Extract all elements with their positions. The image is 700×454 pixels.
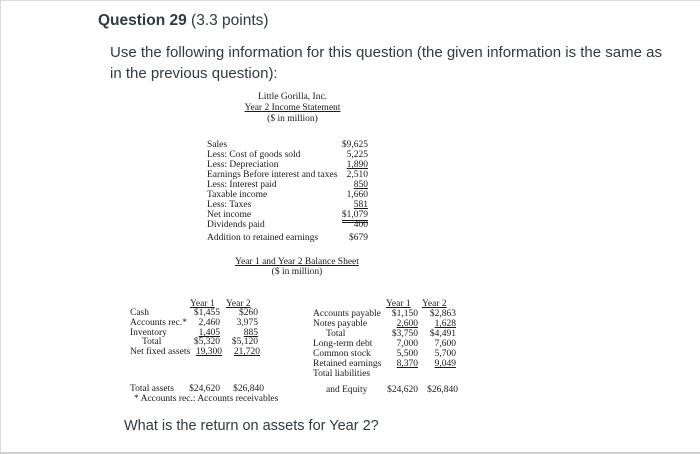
is-row-value: $9,625	[341, 140, 368, 150]
is-row-label: Less: Depreciation	[207, 160, 279, 170]
assets-year1-header: Year 1	[190, 299, 215, 309]
income-statement-title: Year 2 Income Statement	[244, 103, 341, 113]
is-row-value: 5,225	[346, 150, 368, 160]
financial-statements-image	[120, 88, 500, 408]
asset-y1: 1,405	[198, 328, 220, 338]
asset-y2: $260	[239, 308, 258, 318]
is-row-value: 850	[353, 180, 368, 190]
is-row-value: $1,079	[310, 210, 368, 220]
asset-label: Total	[142, 337, 162, 347]
asset-y1: $1,455	[193, 308, 220, 318]
liab-year2-header: Year 2	[422, 299, 447, 309]
is-row-value: 1,890	[346, 160, 368, 170]
is-row-label: Dividends paid	[207, 220, 265, 230]
total-liab-y1: $24,620	[387, 385, 418, 395]
liability-label: Long-term debt	[313, 339, 373, 349]
liability-label: Retained earnings	[313, 359, 382, 369]
total-assets-label: Total assets	[130, 384, 174, 394]
liability-y2: 7,600	[434, 339, 456, 349]
liability-label: Common stock	[313, 349, 371, 359]
total-assets-y1: $24,620	[189, 384, 220, 394]
liability-y2: 1,628	[434, 319, 456, 329]
liability-y1: $3,750	[391, 329, 418, 339]
liability-label: Accounts payable	[313, 309, 381, 319]
liability-y1: 5,500	[396, 349, 418, 359]
is-row-label: Less: Interest paid	[207, 180, 277, 190]
liability-y1: 8,370	[396, 359, 418, 369]
asset-y2: 21,720	[233, 347, 260, 357]
asset-label: Accounts rec.*	[130, 318, 187, 328]
liability-label: Total	[326, 329, 346, 339]
is-row-label: Addition to retained earnings	[207, 233, 319, 243]
asset-y1: 19,300	[195, 347, 222, 357]
liability-y1: 2,600	[396, 319, 418, 329]
liability-label: Notes payable	[313, 319, 368, 329]
question-points: (3.3 points)	[191, 12, 269, 29]
liability-y2: 9,049	[434, 359, 456, 369]
liability-y1: $1,150	[391, 309, 418, 319]
question-prompt: What is the return on assets for Year 2?	[124, 418, 379, 434]
total-liab-y2: $26,840	[427, 385, 458, 395]
is-row-value: 581	[353, 200, 368, 210]
footnote: * Accounts rec.: Accounts receivables	[134, 394, 279, 404]
is-row-label: Sales	[207, 140, 228, 150]
company-name: Little Gorilla, Inc.	[257, 92, 328, 102]
liability-y2: $4,491	[429, 329, 456, 339]
is-row-value: $679	[349, 233, 368, 243]
is-row-label: Less: Cost of goods sold	[207, 150, 301, 160]
balance-sheet-title: Year 1 and Year 2 Balance Sheet	[235, 257, 359, 267]
balance-sheet-units: ($ in million)	[271, 267, 323, 277]
question-title: Question 29	[98, 12, 187, 29]
liability-y1: 7,000	[396, 339, 418, 349]
is-row-value: 1,660	[346, 190, 368, 200]
asset-y2: $5,120	[231, 337, 258, 347]
asset-y2: 3,975	[236, 318, 258, 328]
asset-label: Inventory	[130, 328, 167, 338]
is-row-value: 2,510	[346, 170, 368, 180]
income-statement-units: ($ in million)	[267, 114, 318, 124]
panel-border-top	[0, 0, 700, 1]
is-row-value: 400	[353, 220, 368, 230]
is-row-label: Net income	[207, 210, 252, 220]
assets-year2-header: Year 2	[226, 299, 251, 309]
panel-border-left	[0, 0, 1, 454]
total-assets-y2: $26,840	[233, 384, 264, 394]
total-liabilities-label: Total liabilities	[313, 369, 371, 379]
question-header	[98, 12, 269, 30]
liability-y2: 5,700	[434, 349, 456, 359]
asset-label: Net fixed assets	[130, 347, 191, 357]
question-intro: Use the following information for this question (the given information is the same as in the previous question):	[110, 44, 662, 82]
is-row-label: Earnings Before interest and taxes	[207, 170, 338, 180]
is-row-label: Taxable income	[207, 190, 268, 200]
is-row-label: Less: Taxes	[207, 200, 252, 210]
asset-y1: $5,320	[193, 337, 220, 347]
and-equity-label: and Equity	[326, 385, 368, 395]
asset-y2: 885	[243, 328, 258, 338]
liab-year1-header: Year 1	[386, 299, 411, 309]
liability-y2: $2,863	[429, 309, 456, 319]
asset-label: Cash	[130, 308, 149, 318]
asset-y1: 2,460	[198, 318, 220, 328]
